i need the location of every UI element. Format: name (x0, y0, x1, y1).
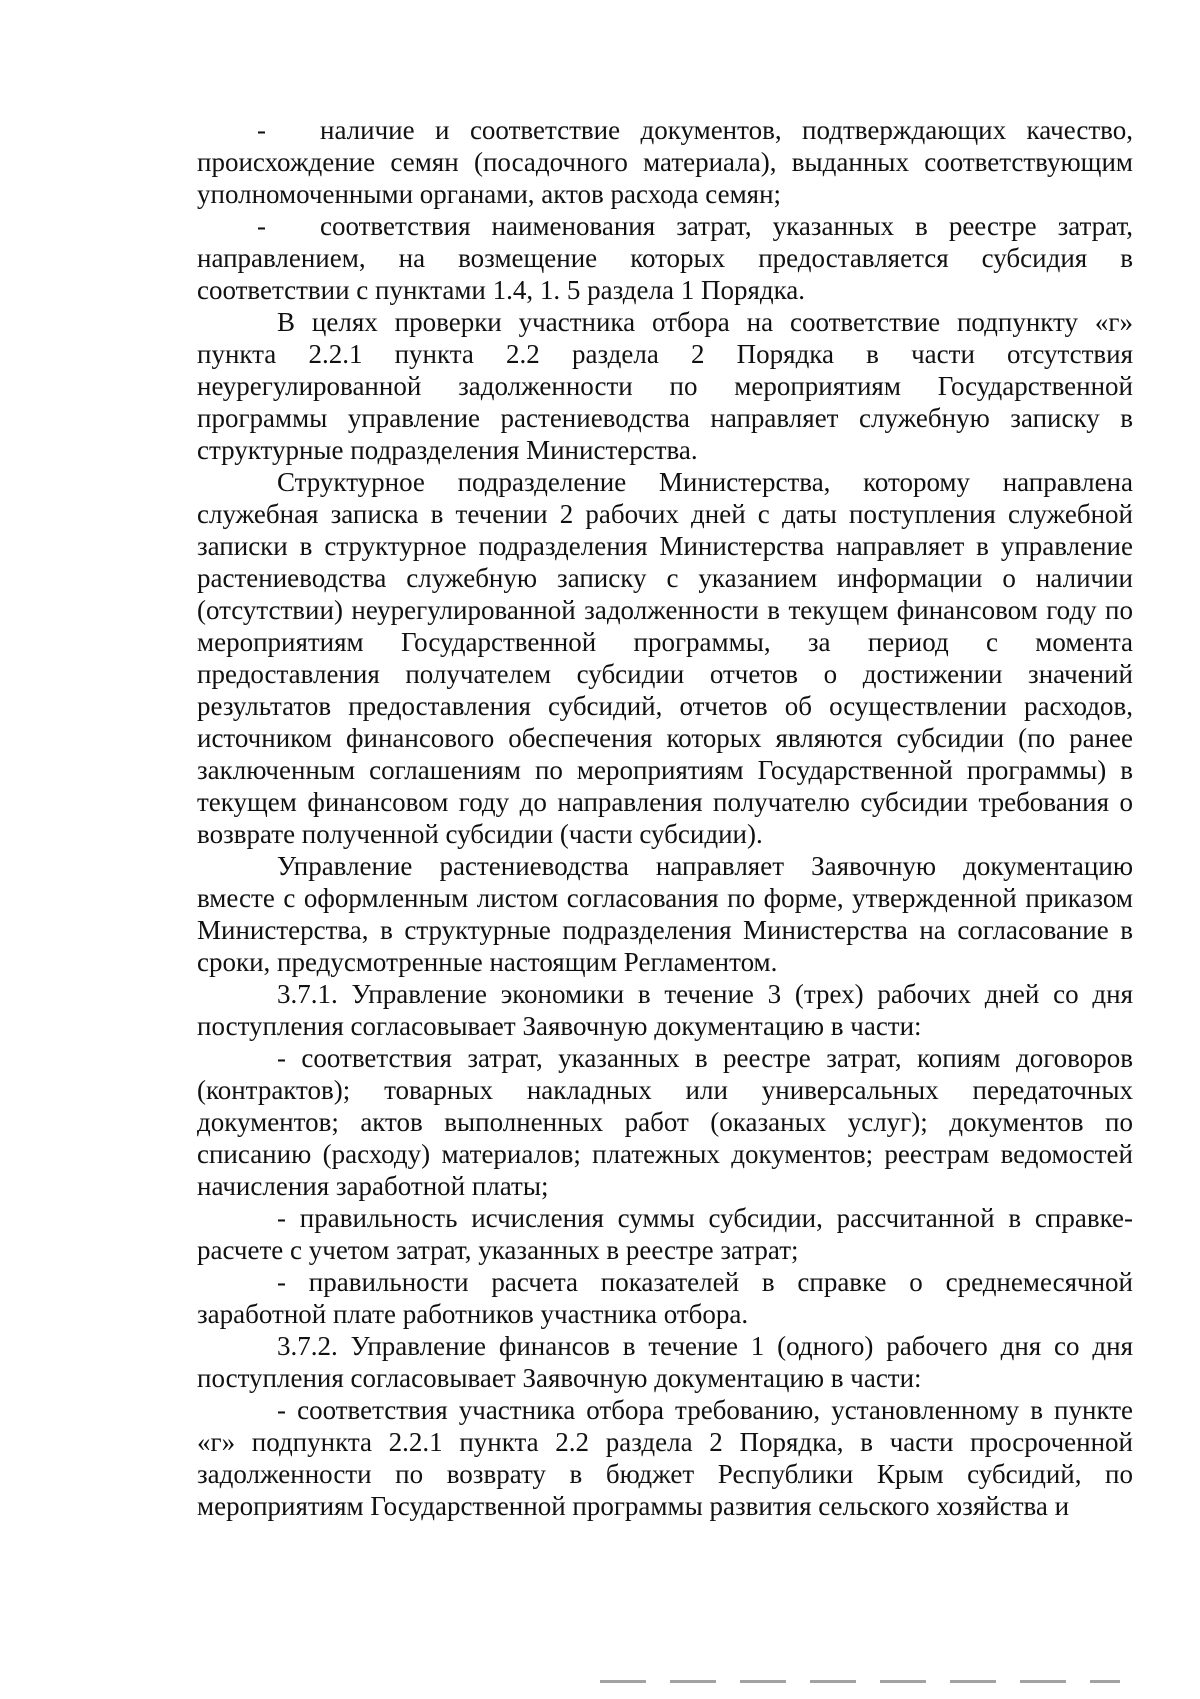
paragraph-10: 3.7.2. Управление финансов в течение 1 (одного) рабочего дня со дня поступления согласовывает Заявочную документацию в части: (197, 1331, 1133, 1393)
paragraph-8: - правильность исчисления суммы субсидии, рассчитанной в справке-расчете с учетом затрат, указанных в реестре затрат; (197, 1203, 1133, 1265)
paragraph-3: В целях проверки участника отбора на соответствие подпункту «г» пункта 2.2.1 пункта 2.2 раздела 2 Порядка в части отсутствия неурегулированной задолженности по мероприятиям Государственной программы управление растениеводства направляет служебную записку в структурные подразделения Министерства. (197, 307, 1133, 465)
paragraph-6: 3.7.1. Управление экономики в течение 3 (трех) рабочих дней со дня поступления согласовывает Заявочную документацию в части: (197, 979, 1133, 1041)
paragraph-2: - соответствия наименования затрат, указанных в реестре затрат, направлением, на возмещение которых предоставляется субсидия в соответствии с пунктами 1.4, 1. 5 раздела 1 Порядка. (197, 211, 1133, 305)
paragraph-11: - соответствия участника отбора требованию, установленному в пункте «г» подпункта 2.2.1 пункта 2.2 раздела 2 Порядка, в части просроченной задолженности по возврату в бюджет Республики Крым субсидий, по мероприятиям Государственной программы развития сельского хозяйства и (197, 1395, 1133, 1521)
paragraph-4: Структурное подразделение Министерства, которому направлена служебная записка в течении 2 рабочих дней с даты поступления служебной записки в структурное подразделения Министерства направляет в управление растениеводства служебную записку с указанием информации о наличии (отсутствии) неурегулированной задолженности в текущем финансовом году по мероприятиям Государственной программы, за период с момента предоставления получателем субсидии отчетов о достижении значений результатов предоставления субсидий, отчетов об осуществлении расходов, источником финансового обеспечения которых являются субсидии (по ранее заключенным соглашениям по мероприятиям Государственной программы) в текущем финансовом году до направления получателю субсидии требования о возврате полученной субсидии (части субсидии). (197, 467, 1133, 849)
paragraph-9: - правильности расчета показателей в справке о среднемесячной заработной плате работников участника отбора. (197, 1267, 1133, 1329)
document-page (197, 114, 1133, 1522)
paragraph-7: - соответствия затрат, указанных в реестре затрат, копиям договоров (контрактов); товарных накладных или универсальных передаточных документов; актов выполненных работ (оказаных услуг); документов по списанию (расходу) материалов; платежных документов; реестрам ведомостей начисления заработной платы; (197, 1043, 1133, 1201)
paragraph-1: - наличие и соответствие документов, подтверждающих качество, происхождение семян (посадочного материала), выданных соответствующим уполномоченными органами, актов расхода семян; (197, 115, 1133, 209)
paragraph-5: Управление растениеводства направляет Заявочную документацию вместе с оформленным листом согласования по форме, утвержденной приказом Министерства, в структурные подразделения Министерства на согласование в сроки, предусмотренные настоящим Регламентом. (197, 851, 1133, 977)
scan-artifact-marks (600, 1680, 1120, 1683)
